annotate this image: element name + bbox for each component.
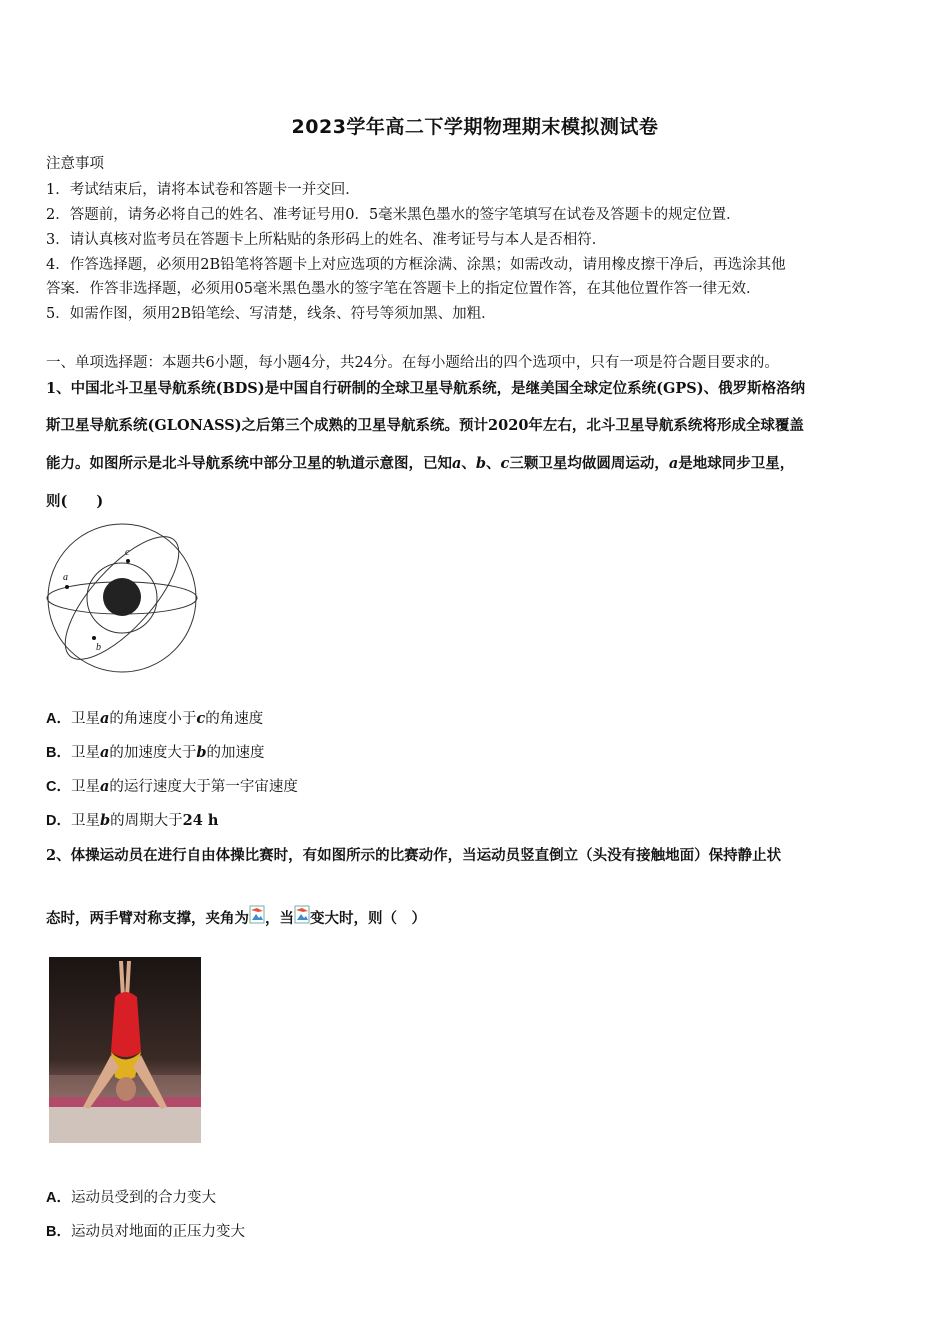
q2-line-2-text: 变大时，则（ ） [310, 910, 426, 927]
satellite-b-dot [92, 636, 96, 640]
q1-line-3-text: 能力。如图所示是北斗导航系统中部分卫星的轨道示意图，已知 [46, 455, 452, 472]
option-label: D． [46, 813, 71, 829]
broken-image-icon [249, 905, 265, 925]
notice-item-3: 3．请认真核对监考员在答题卡上所粘贴的条形码上的姓名、准考证号与本人是否相符． [46, 232, 607, 248]
option-label: B． [46, 745, 71, 761]
label-c: c [125, 547, 130, 558]
satellite-c-dot [126, 559, 130, 563]
option-text: 卫星 [70, 711, 100, 727]
q1-line-3 [46, 452, 794, 473]
q2-line-1: 2、体操运动员在进行自由体操比赛时，有如图所示的比赛动作，当运动员竖直倒立（头没有接触地面）保持静止状 [46, 847, 782, 864]
option-text: 的加速度大于 [109, 745, 197, 761]
label-b: b [96, 642, 101, 653]
satellite-orbit-diagram [45, 522, 200, 677]
option-text: 运动员受到的合力变大 [70, 1190, 216, 1206]
q1-option-b [46, 741, 265, 762]
option-label: B． [46, 1224, 71, 1240]
var-b: b [196, 744, 207, 761]
notice-item-2: 2．答题前，请务必将自己的姓名、准考证号用0．5毫米黑色墨水的签字笔填写在试卷及答题卡的规定位置． [46, 207, 741, 223]
option-text: 卫星 [70, 813, 100, 829]
q2-option-b [46, 1220, 245, 1241]
var-b: b [99, 812, 111, 829]
q1-line-2: 斯卫星导航系统(GLONASS)之后第三个成熟的卫星导航系统。预计2020年左右，北斗卫星导航系统将形成全球覆盖 [46, 417, 804, 434]
var-c: c [500, 455, 510, 472]
period-value: 24 h [182, 812, 219, 829]
satellite-a-dot [65, 585, 69, 589]
option-text: 卫星 [70, 745, 100, 761]
section-heading: 一、单项选择题：本题共6小题，每小题4分，共24分。在每小题给出的四个选项中，只有一项是符合题目要求的。 [46, 355, 779, 371]
option-text: 卫星 [70, 779, 100, 795]
page-title: 2023学年高二下学期物理期末模拟测试卷 [291, 116, 659, 138]
var-a: a [668, 455, 679, 472]
option-text: 的角速度小于 [109, 711, 197, 727]
earth [103, 578, 141, 616]
option-text: 运动员对地面的正压力变大 [70, 1224, 245, 1240]
var-a: a [99, 710, 110, 727]
q2-line-2-text: ，当 [265, 910, 294, 927]
notice-heading: 注意事项 [46, 156, 104, 172]
q1-option-d [46, 809, 218, 830]
var-a: a [452, 455, 462, 472]
option-text: 的加速度 [206, 745, 265, 761]
broken-image-icon [294, 905, 310, 925]
notice-item-4: 4．作答选择题，必须用2B铅笔将答题卡上对应选项的方框涂满、涂黑；如需改动，请用橡皮擦干净后，再选涂其他 [46, 257, 786, 273]
option-label: A． [46, 711, 71, 727]
option-text: 的运行速度大于第一宇宙速度 [109, 779, 298, 795]
var-b: b [475, 455, 487, 472]
q1-line-4: 则( ) [46, 493, 104, 510]
q1-line-3-text: 三颗卫星均做圆周运动， [509, 455, 669, 472]
q1-option-a [46, 707, 263, 728]
q2-line-2 [46, 905, 426, 928]
q1-line-3-text: 是地球同步卫星， [678, 455, 795, 472]
q1-line-1: 1、中国北斗卫星导航系统(BDS)是中国自行研制的全球卫星导航系统，是继美国全球定位系统(GPS)、俄罗斯格洛纳 [46, 380, 806, 397]
var-c: c [196, 710, 206, 727]
gymnast-photo [49, 957, 201, 1143]
var-a: a [99, 778, 110, 795]
option-label: C． [46, 779, 71, 795]
notice-item-5: 5．如需作图，须用2B铅笔绘、写清楚，线条、符号等须加黑、加粗． [46, 306, 496, 322]
label-a: a [63, 572, 68, 583]
q2-line-2-text: 态时，两手臂对称支撑，夹角为 [46, 910, 249, 927]
option-label: A． [46, 1190, 71, 1206]
sep: 、 [486, 455, 501, 472]
var-a: a [99, 744, 110, 761]
q1-option-c [46, 775, 298, 796]
sep: 、 [461, 455, 476, 472]
q2-option-a [46, 1186, 216, 1207]
notice-item-1: 1．考试结束后，请将本试卷和答题卡一并交回． [46, 182, 360, 198]
option-text: 的角速度 [205, 711, 264, 727]
notice-item-4-cont: 答案．作答非选择题，必须用05毫米黑色墨水的签字笔在答题卡上的指定位置作答，在其他位置作答一律无效． [46, 281, 761, 297]
option-text: 的周期大于 [110, 813, 183, 829]
